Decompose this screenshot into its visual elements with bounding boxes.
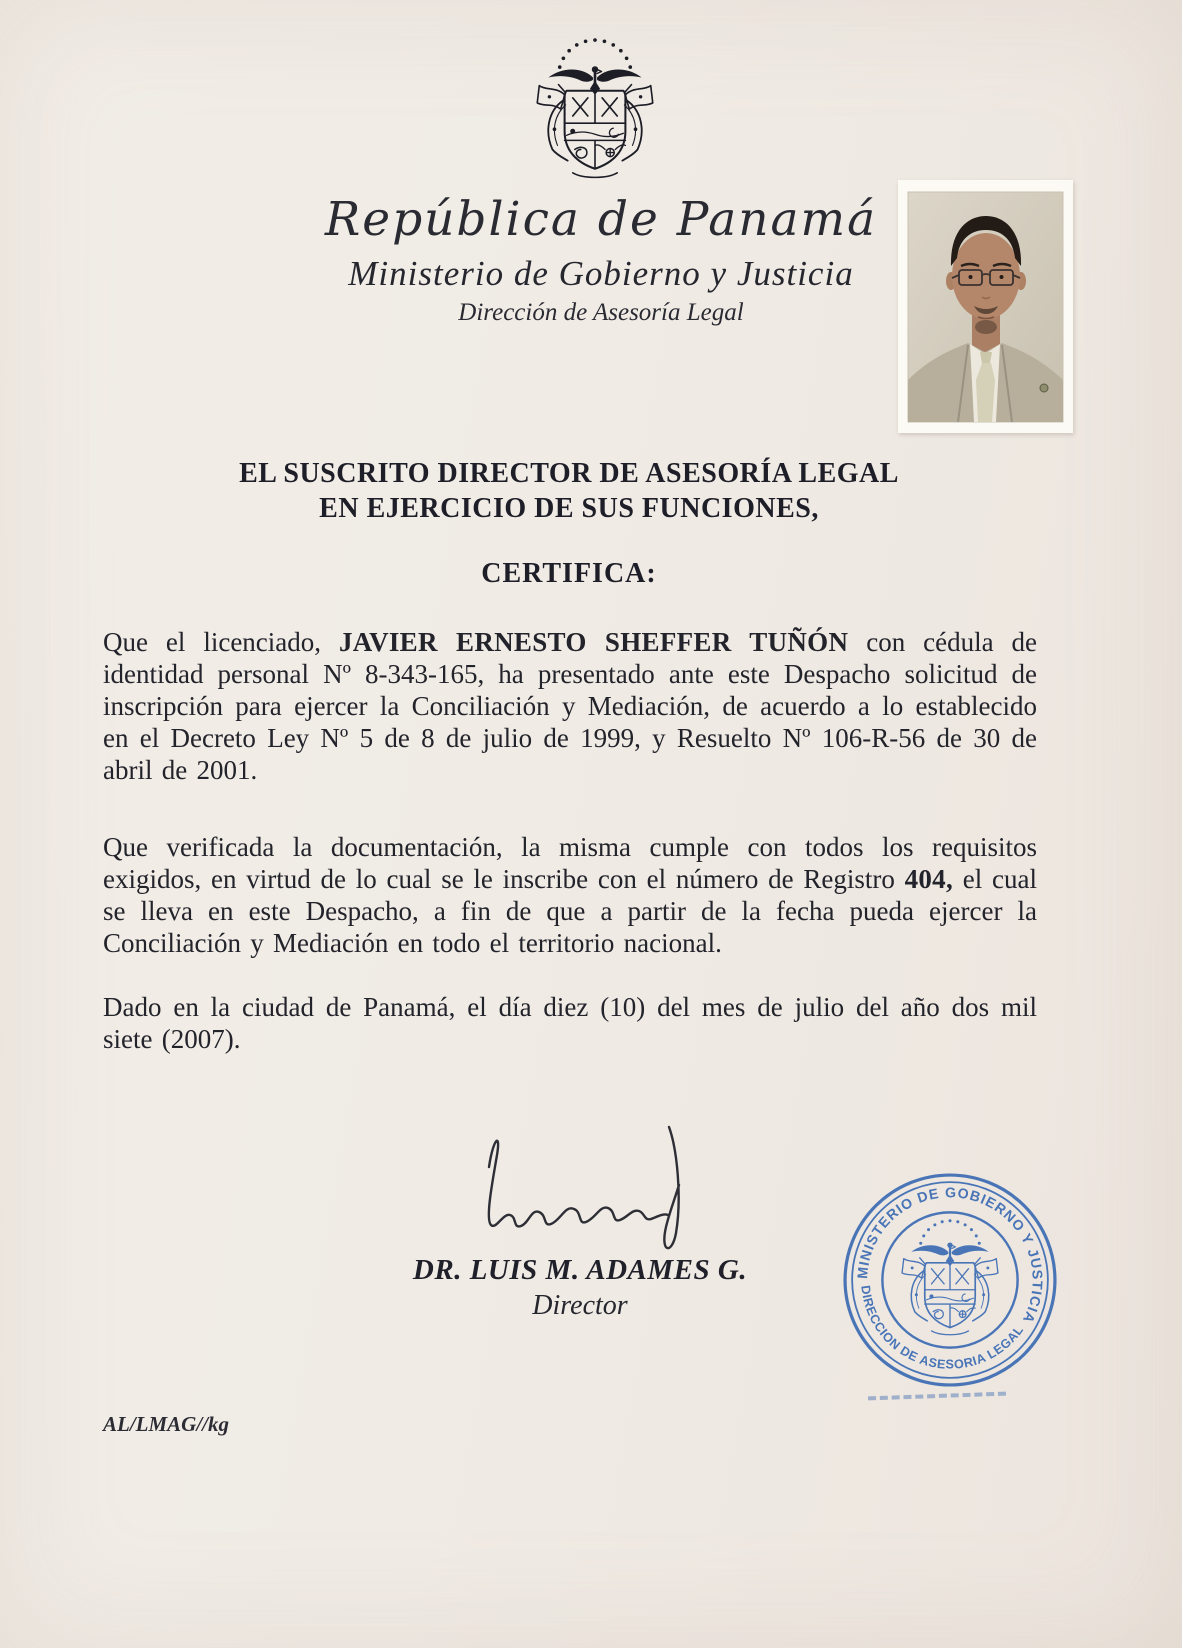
- certifica-heading: CERTIFICA:: [481, 558, 657, 589]
- header-republic: República de Panamá: [324, 192, 878, 247]
- p2-text: Que verificada la documentación, la misma cumple con todos los requisitos exigidos, en virtud de lo cual se le inscribe con el número de Registro: [103, 832, 1037, 894]
- certificate-title: [0, 456, 1138, 526]
- handwritten-signature: [455, 1115, 717, 1275]
- stamp-coat-of-arms-icon: [902, 1219, 998, 1334]
- ministry-stamp: [839, 1169, 1061, 1391]
- stamp-smudge-mark: [868, 1392, 1006, 1401]
- panama-coat-of-arms-icon: [533, 36, 657, 188]
- header-ministry: Ministerio de Gobierno y Justicia: [348, 254, 854, 293]
- title-line-2: EN EJERCICIO DE SUS FUNCIONES,: [319, 493, 819, 524]
- signer-name: DR. LUIS M. ADAMES G.: [412, 1254, 748, 1286]
- header-direction: Dirección de Asesoría Legal: [458, 299, 744, 326]
- paragraph-registry: [103, 831, 1037, 959]
- certificate-body: [103, 626, 1037, 1055]
- svg-text:MINISTERIO DE GOBIERNO Y JUST: [851, 1169, 1061, 1327]
- signer-role: Director: [532, 1290, 628, 1321]
- registry-number: 404,: [904, 864, 954, 894]
- p2-text-after: el cual se lleva en este Despacho, a fin de que a partir de la fecha pueda ejercer la Conciliación y Mediación en todo el territorio nacional.: [103, 864, 1037, 958]
- applicant-name: JAVIER ERNESTO SHEFFER TUÑÓN: [338, 627, 849, 657]
- p1-text: Que el licenciado,: [103, 627, 339, 657]
- signature-block: [280, 1254, 880, 1322]
- paragraph-issue-date: Dado en la ciudad de Panamá, el día diez (10) del mes de julio del año dos mil siete (2007).: [103, 992, 1037, 1054]
- reference-code: AL/LMAG//kg: [103, 1412, 230, 1436]
- title-line-1: EL SUSCRITO DIRECTOR DE ASESORÍA LEGAL: [239, 458, 899, 489]
- portrait-photo: [898, 180, 1073, 433]
- stamp-bottom-text: DIRECCION DE ASESORIA LEGAL: [858, 1284, 1027, 1372]
- paragraph-applicant: [103, 626, 1037, 786]
- stamp-top-text: MINISTERIO DE GOBIERNO Y JUSTICIA: [854, 1184, 1046, 1327]
- p1-text-after: con cédula de identidad personal Nº 8-343-165, ha presentado ante este Despacho solicitud de inscripción para ejercer la Conciliación y Mediación, de acuerdo a lo establecido en el Decreto Ley Nº 5 de 8 de julio de 1999, y Resuelto Nº 106-R-56 de 30 de abril de 2001.: [103, 627, 1037, 785]
